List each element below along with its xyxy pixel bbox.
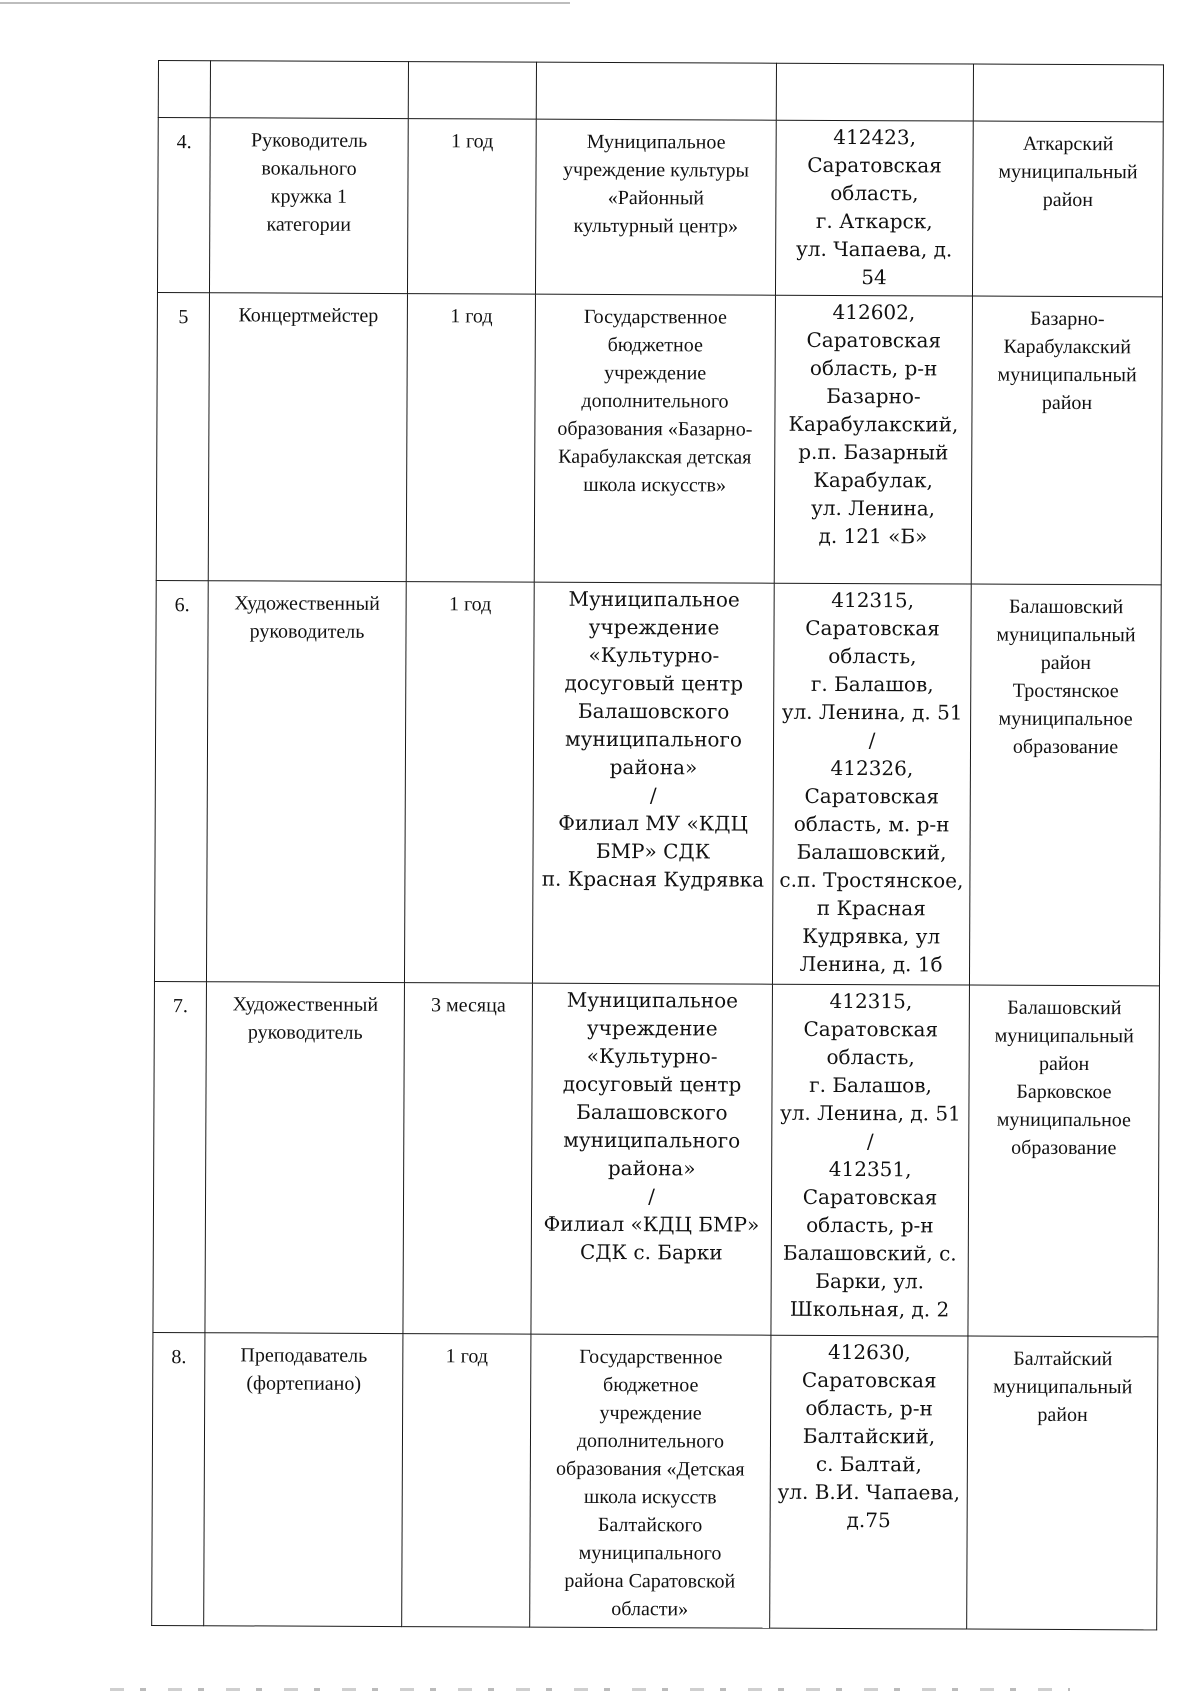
position-cell: Руководитель вокального кружка 1 категории (209, 118, 408, 294)
term-cell: 3 месяца (403, 983, 533, 1335)
header-cell-position (210, 61, 408, 119)
district-cell: Аткарский муниципальный район (972, 121, 1163, 297)
address-cell: 412602, Саратовская область, р-н Базарно- Карабулакский, р.п. Базарный Карабулак, ул. Ленина, д. 121 «Б» (774, 295, 972, 584)
employer-cell: Муниципальное учреждение «Культурно- досуговый центр Балашовского муниципального района» / Филиал МУ «КДЦ БМР» СДК п. Красная Кудрявка (532, 582, 774, 984)
address-cell: 412423, Саратовская область, г. Аткарск, ул. Чапаева, д. 54 (775, 120, 973, 296)
vacancy-table (151, 60, 1164, 1630)
term-cell: 1 год (407, 119, 536, 295)
address-cell: 412315, Саратовская область, г. Балашов, ул. Ленина, д. 51 / 412326, Саратовская область, м. р-н Балашовский, с.п. Тростянское, п Красная Кудрявка, ул Ленина, д. 1б (772, 583, 971, 985)
term-cell: 1 год (402, 1334, 531, 1628)
header-cell-num (158, 61, 210, 118)
employer-cell: Государственное бюджетное учреждение дополнительного образования «Детская школа искусств Балтайского муниципального района Саратовской области» (530, 1334, 771, 1628)
term-cell: 1 год (404, 582, 534, 984)
table-row (153, 981, 1160, 1336)
row-number: 4. (157, 118, 210, 293)
district-cell: Балтайский муниципальный район (967, 1336, 1158, 1630)
term-cell: 1 год (406, 294, 535, 583)
district-cell: Балашовский муниципальный район Барковское муниципальное образование (968, 985, 1160, 1337)
scan-edge-line (0, 2, 570, 4)
header-cell-address (776, 63, 973, 121)
row-number: 7. (153, 981, 207, 1332)
header-cell-employer (536, 62, 776, 120)
header-cell-term (408, 62, 536, 120)
table-header-row (158, 61, 1163, 122)
scan-bottom-artifact (110, 1688, 1070, 1691)
row-number: 8. (152, 1332, 205, 1625)
employer-cell: Муниципальное учреждение «Культурно- досуговый центр Балашовского муниципального района» / Филиал «КДЦ БМР» СДК с. Барки (531, 983, 773, 1335)
row-number: 5 (156, 292, 209, 580)
address-cell: 412630, Саратовская область, р-н Балтайский, с. Балтай, ул. В.И. Чапаева, д.75 (770, 1335, 968, 1629)
header-cell-district (973, 64, 1163, 122)
position-cell: Преподаватель (фортепиано) (204, 1333, 403, 1627)
district-cell: Балашовский муниципальный район Тростянское муниципальное образование (969, 584, 1161, 986)
table-row (156, 292, 1162, 584)
employer-cell: Государственное бюджетное учреждение дополнительного образования «Базарно- Карабулакская детская школа искусств» (534, 294, 775, 583)
table-row (157, 118, 1163, 297)
table-row (152, 1332, 1158, 1629)
district-cell: Базарно- Карабулакский муниципальный район (971, 296, 1162, 585)
position-cell: Концертмейстер (208, 293, 407, 582)
table-row (154, 580, 1161, 985)
position-cell: Художественный руководитель (206, 581, 406, 983)
position-cell: Художественный руководитель (205, 982, 405, 1334)
employer-cell: Муниципальное учреждение культуры «Районный культурный центр» (535, 119, 776, 295)
row-number: 6. (154, 580, 208, 981)
address-cell: 412315, Саратовская область, г. Балашов, ул. Ленина, д. 51 / 412351, Саратовская область, р-н Балашовский, с. Барки, ул. Школьная, д. 2 (771, 984, 970, 1336)
